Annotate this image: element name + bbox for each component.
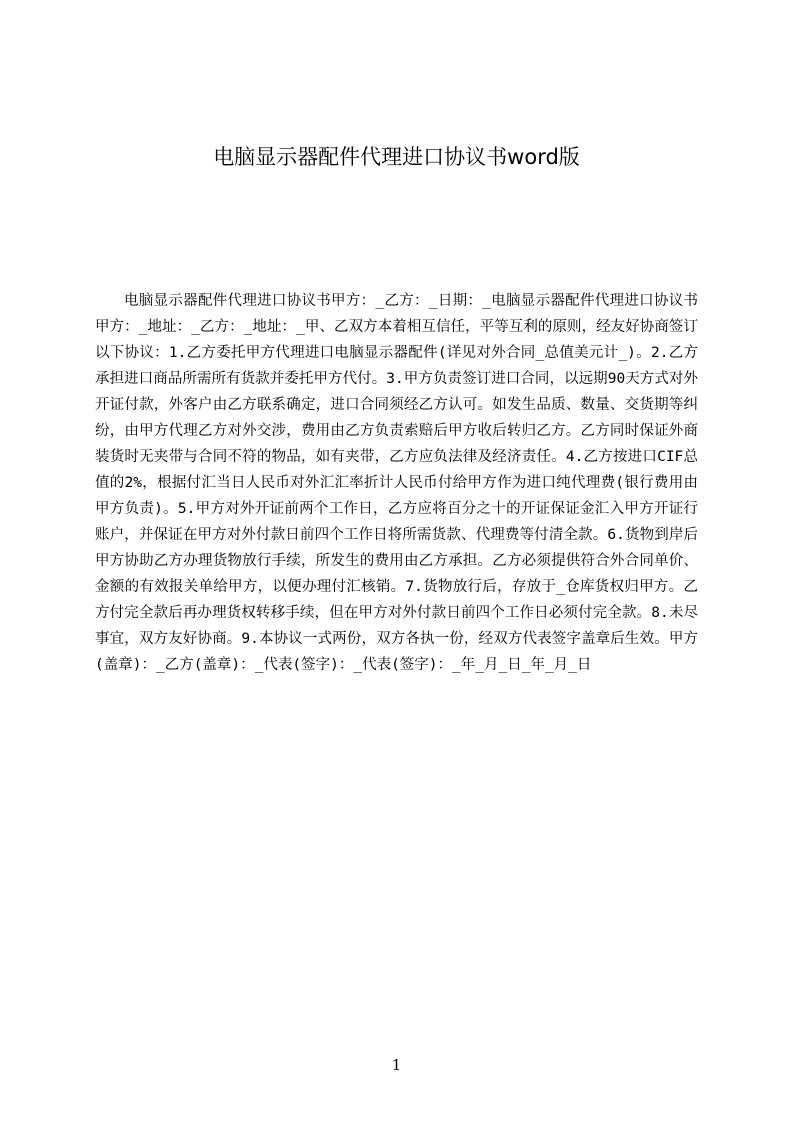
page-number: 1 (391, 1056, 402, 1074)
document-body-paragraph: 电脑显示器配件代理进口协议书甲方：_乙方：_日期：_电脑显示器配件代理进口协议书甲方：_地址：_乙方：_地址：_甲、乙双方本着相互信任，平等互利的原则，经友好协商签订以下协议：1.乙方委托甲方代理进口电脑显示器配件(详见对外合同_总值美元计_)。2.乙方承担进口商品所需所有货款并委托甲方代付。3.甲方负责签订进口合同，以远期90天方式对外开证付款，外客户由乙方联系确定，进口合同须经乙方认可。如发生品质、数量、交货期等纠纷，由甲方代理乙方对外交涉，费用由乙方负责索赔后甲方收后转归乙方。乙方同时保证外商装货时无夹带与合同不符的物品，如有夹带，乙方应负法律及经济责任。4.乙方按进口CIF总值的2%，根据付汇当日人民币对外汇汇率折计人民币付给甲方作为进口纯代理费(银行费用由甲方负责)。5.甲方对外开证前两个工作日，乙方应将百分之十的开证保证金汇入甲方开证行账户，并保证在甲方对外付款日前四个工作日将所需货款、代理费等付清全款。6.货物到岸后甲方协助乙方办理货物放行手续，所发生的费用由乙方承担。乙方必须提供符合外合同单价、金额的有效报关单给甲方，以便办理付汇核销。7.货物放行后，存放于_仓库货权归甲方。乙方付完全款后再办理货权转移手续，但在甲方对外付款日前四个工作日必须付完全款。8.未尽事宜，双方友好协商。9.本协议一式两份，双方各执一份，经双方代表签字盖章后生效。甲方(盖章)：_乙方(盖章)：_代表(签字)：_代表(签字)：_年_月_日_年_月_日 (95, 293, 698, 673)
document-title: 电脑显示器配件代理进口协议书word版 (213, 145, 580, 169)
